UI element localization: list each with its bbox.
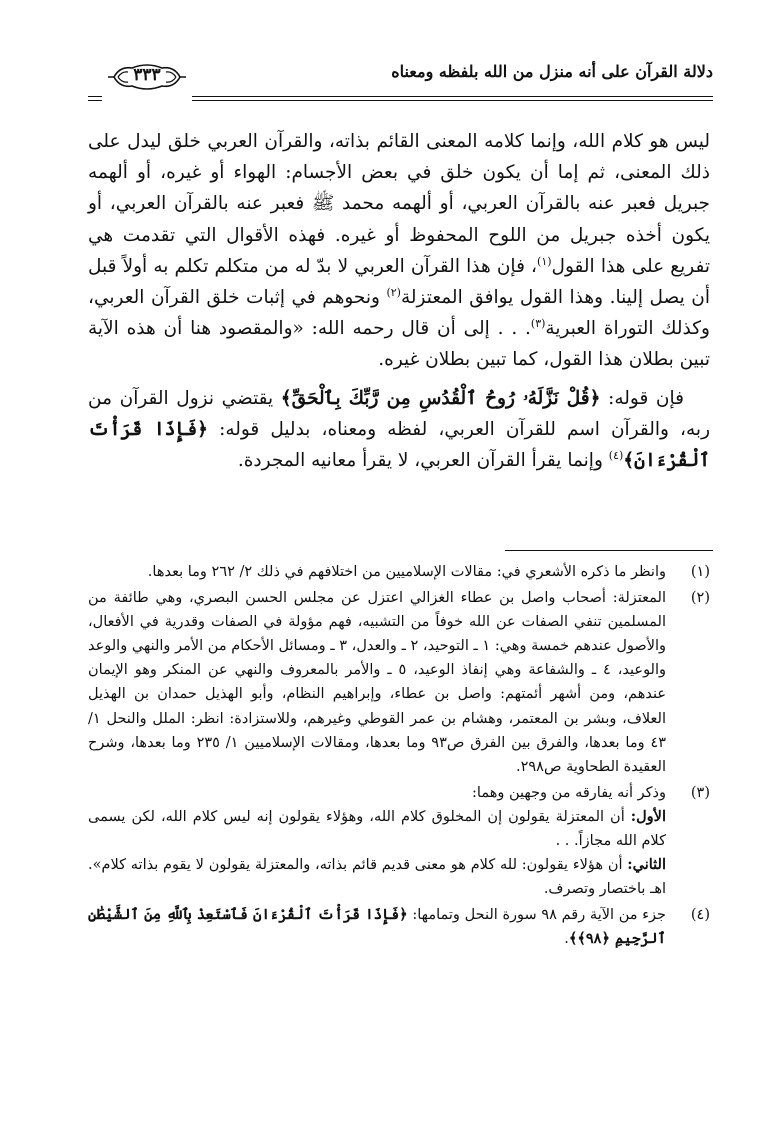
footnote-ref-2[interactable]: (٢) (386, 285, 401, 299)
footnote-1: (١) وانظر ما ذكره الأشعري في: مقالات الإسلاميين من اختلافهم في ذلك ٢/ ٢٦٢ وما بعدها. (88, 560, 710, 584)
quran-verse: ﴿قُلْ نَزَّلَهُۥ رُوحُ ٱلْقُدُسِ مِن رَّبِّكَ بِٱلْحَقِّ﴾ (280, 387, 601, 409)
running-title: دلالة القرآن على أنه منزل من الله بلفظه ومعناه (391, 62, 713, 81)
quran-verse: ﴿فَإِذَا قَرَأْتَ ٱلْقُرْءَانَ فَٱسْتَعِذْ بِٱللَّهِ مِنَ ٱلشَّيْطَٰنِ ٱلرَّجِيمِ ﴿٩٨﴾﴾ (88, 906, 666, 948)
footnote-ref-3[interactable]: (٣) (530, 317, 546, 331)
footnotes (88, 560, 710, 954)
footnote-number: (٣) (690, 784, 710, 801)
footnote-ref-1[interactable]: (١) (537, 254, 552, 268)
running-header (88, 62, 713, 102)
footnote-separator (505, 550, 713, 551)
point-label: الثاني: (627, 856, 666, 874)
paragraph-2: فإن قوله: ﴿قُلْ نَزَّلَهُۥ رُوحُ ٱلْقُدُسِ مِن رَّبِّكَ بِٱلْحَقِّ﴾ يقتضي نزول القرآن من ربه، والقرآن اسم للقرآن العربي، لفظه ومعناه، بدليل قوله: ﴿فَإِذَا قَرَأْتَ ٱلْقُرْءَانَ﴾$^{(٤)}$ وإنما يقرأ القرآن العربي، لا يقرأ معانيه المجردة. (88, 387, 711, 472)
point-label: الأول: (630, 807, 666, 825)
footnote-number: (١) (690, 564, 710, 580)
footnote-ref-4[interactable]: (٤) (608, 448, 624, 462)
footnote-number: (٤) (690, 907, 710, 924)
footnote-number: (٢) (690, 590, 710, 607)
paragraph-1: ليس هو كلام الله، وإنما كلامه المعنى القائم بذاته، والقرآن العربي خلق ليدل على ذلك المعنى، ثم إما أن يكون خلق في بعض الأجسام: الهواء أو غيره، أو ألهمه جبريل فعبر عنه بالقرآن العربي، أو ألهمه محمد ﷺ فعبر عنه بالقرآن العربي، أو يكون أخذه جبريل من اللوح المحفوظ أو غيره. فهذه الأقوال التي تقدمت هي تفريع على هذا القول$^{(١)}$، فإن هذا القرآن العربي لا بدّ له من متكلم تكلم به أولاً قبل أن يصل إلينا. وهذا القول يوافق المعتزلة$^{(٢)}$ ونحوهم في إثبات خلق القرآن العربي، وكذلك التوراة العبرية$^{(٣)}$. . . إلى أن قال رحمه الله: «والمقصود هنا أن هذه الآية تبين بطلان هذا القول، كما تبين بطلان غيره. (88, 131, 710, 371)
main-text (88, 126, 710, 476)
quran-verse: ﴿فَإِذَا قَرَأْتَ ٱلْقُرْءَانَ﴾ (88, 418, 710, 472)
page-number: ٣٣٣ (133, 65, 161, 85)
footnote-3: (٣) وذكر أنه يفارقه من وجهين وهما: الأول: أن المعتزلة يقولون إن المخلوق كلام الله، وهؤلاء يقولون إنه ليس كلام الله، لكن يسمى كلام الله مجازاً. . . الثاني: أن هؤلاء يقولون: لله كلام هو معنى قديم قائم بذاته، والمعتزلة يقولون لا يقوم بذاته كلام». اهـ باختصار وتصرف. (88, 781, 710, 901)
footnote-2: (٢) المعتزلة: أصحاب واصل بن عطاء الغزالي اعتزل عن مجلس الحسن البصري، وهي طائفة من المسلمين تنفي الصفات عن الله خوفاً من التشبيه، فهم مؤولة في الصفات وقدرية في الأفعال، والأصول عندهم خمسة وهي: ١ ـ التوحيد، ٢ ـ والعدل، ٣ ـ ومسائل الأحكام من الأمر والنهي والوعد والوعيد، ٤ ـ والشفاعة وهي إنفاذ الوعيد، ٥ ـ والأمر بالمعروف والنهي عن المنكر وهو الإيمان عندهم، ومن أشهر أئمتهم: واصل بن عطاء، وإبراهيم النظام، وأبو الهذيل حمدان بن الهذيل العلاف، وبشر بن المعتمر، وهشام بن عمر القوطي وغيرهم، وللاستزادة: انظر: الملل والنحل ١/ ٤٣ وما بعدها، والفرق بين الفرق ص٩٣ وما بعدها، ومقالات الإسلاميين ١/ ٢٣٥ وما بعدها، وشرح العقيدة الطحاوية ص٢٩٨. (88, 586, 710, 779)
footnote-4: (٤) جزء من الآية رقم ٩٨ سورة النحل وتمامها: ﴿فَإِذَا قَرَأْتَ ٱلْقُرْءَانَ فَٱسْتَعِذْ بِٱللَّهِ مِنَ ٱلشَّيْطَٰنِ ٱلرَّجِيمِ ﴿٩٨﴾﴾. (88, 903, 710, 951)
